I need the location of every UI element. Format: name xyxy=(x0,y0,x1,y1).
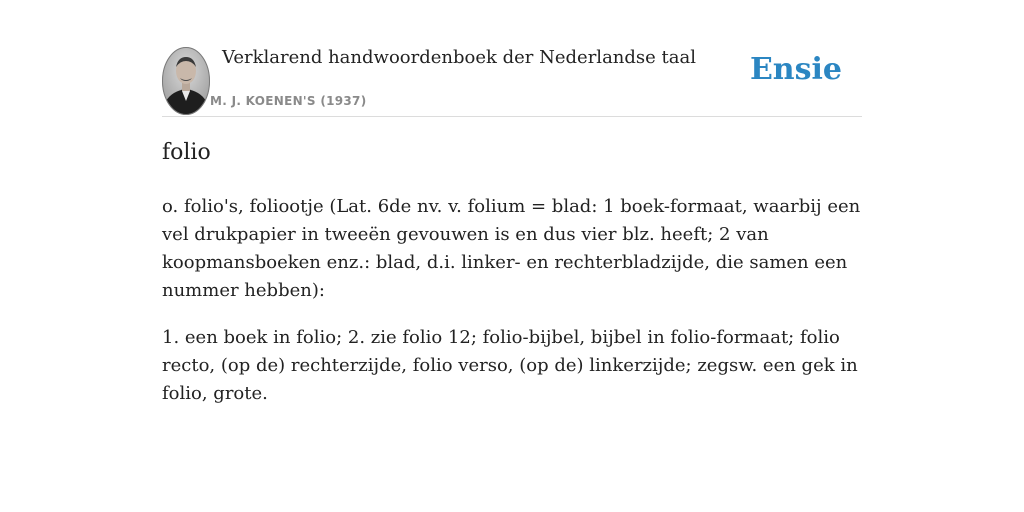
entry-headword: folio xyxy=(162,140,211,165)
ensie-logo-link[interactable]: Ensie xyxy=(749,52,842,87)
definition-paragraph: 1. een boek in folio; 2. zie folio 12; folio-bijbel, bijbel in folio-formaat; folio recto, (op de) rechterzijde, folio verso, (op de) linkerzijde; zegsw. een gek in folio, grote. xyxy=(162,327,858,404)
author-portrait xyxy=(162,47,210,115)
book-author: M. J. KOENEN'S (1937) xyxy=(210,94,367,108)
entry-definition xyxy=(162,193,862,427)
definition-paragraph: o. folio's, foliootje (Lat. 6de nv. v. folium = blad: 1 boek-formaat, waarbij een vel drukpapier in tweeën gevouwen is en dus vier blz. heeft; 2 van koopmansboeken enz.: blad, d.i. linker- en rechterbladzijde, die samen een nummer hebben): xyxy=(162,196,861,301)
book-title: Verklarend handwoordenboek der Nederlandse taal xyxy=(222,47,696,68)
dictionary-header xyxy=(162,44,862,117)
